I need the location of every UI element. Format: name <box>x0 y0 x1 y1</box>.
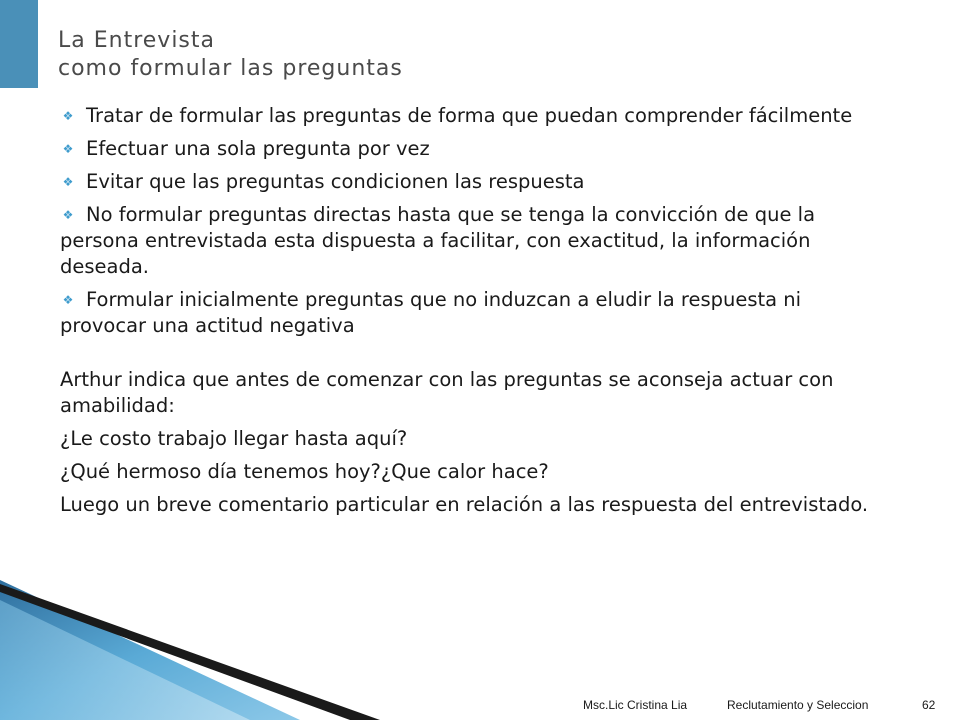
bullet-text: Tratar de formular las preguntas de forma que puedan comprender fácilmente <box>86 104 853 127</box>
diamond-bullet-icon: ❖ <box>62 142 74 156</box>
closing-paragraphs <box>60 367 890 518</box>
bullet-item <box>60 169 890 195</box>
slide-title <box>58 27 403 83</box>
diamond-bullet-icon: ❖ <box>62 175 74 189</box>
title-line-1: La Entrevista <box>58 28 215 53</box>
paragraph: ¿Le costo trabajo llegar hasta aquí? <box>60 427 408 450</box>
bullet-text: Efectuar una sola pregunta por vez <box>86 137 430 160</box>
diamond-bullet-icon: ❖ <box>62 208 74 222</box>
title-line-2: como formular las preguntas <box>58 56 403 81</box>
diamond-bullet-icon: ❖ <box>62 293 74 307</box>
bullet-item <box>60 202 890 280</box>
paragraph: Arthur indica que antes de comenzar con las preguntas se aconseja actuar con amabilidad: <box>60 368 834 417</box>
accent-bar <box>0 0 38 88</box>
slide-content <box>60 103 890 525</box>
bullet-text: Formular inicialmente preguntas que no induzcan a eludir la respuesta ni provocar una actitud negativa <box>60 288 802 337</box>
bullet-item <box>60 287 890 339</box>
footer-author: Msc.Lic Cristina Lia <box>583 698 688 712</box>
bullet-text: No formular preguntas directas hasta que se tenga la convicción de que la persona entrevistada esta dispuesta a facilitar, con exactitud, la información deseada. <box>60 203 816 278</box>
bullet-item <box>60 103 890 129</box>
bullet-text: Evitar que las preguntas condicionen las respuesta <box>86 170 585 193</box>
decorative-swoosh <box>0 580 380 720</box>
footer-course: Reclutamiento y Seleccion <box>727 698 869 712</box>
page-number: 62 <box>922 698 936 712</box>
diamond-bullet-icon: ❖ <box>62 109 74 123</box>
paragraph: ¿Qué hermoso día tenemos hoy?¿Que calor hace? <box>60 460 549 483</box>
paragraph: Luego un breve comentario particular en relación a las respuesta del entrevistado. <box>60 493 869 516</box>
bullet-item <box>60 136 890 162</box>
